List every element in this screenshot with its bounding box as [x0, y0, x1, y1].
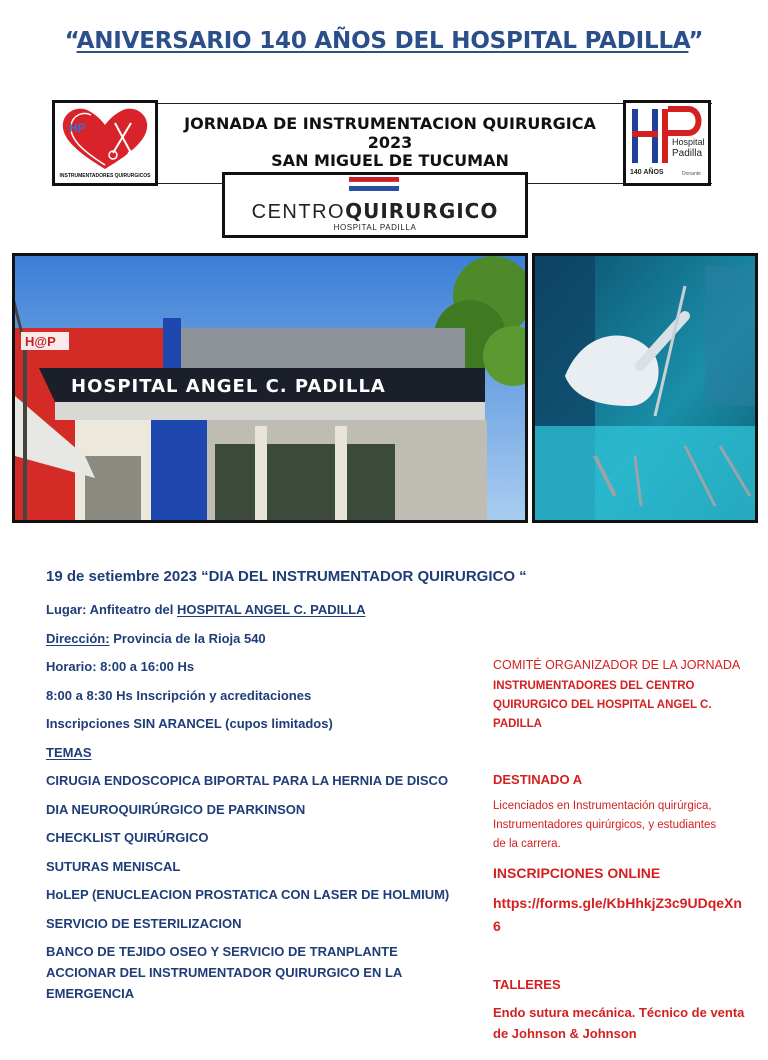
surgery-photo	[532, 253, 758, 523]
inscripcion-line: 8:00 a 8:30 Hs Inscripción y acreditaciones	[46, 688, 312, 703]
direccion-value: Provincia de la Rioja 540	[109, 631, 266, 646]
instrumentadores-logo	[52, 100, 158, 186]
logo-left-caption: INSTRUMENTADORES QUIRURGICOS	[59, 173, 151, 179]
centro-quirurgico-logo	[222, 172, 528, 238]
tema-item: DIA NEUROQUIRÚRGICO DE PARKINSON	[46, 802, 306, 817]
talleres-line-2: de Johnson & Johnson	[493, 1026, 637, 1041]
tema-item: SERVICIO DE ESTERILIZACION	[46, 916, 242, 931]
event-date-heading: 19 de setiembre 2023 “DIA DEL INSTRUMENTADOR QUIRURGICO “	[46, 568, 527, 585]
tema-item: SUTURAS MENISCAL	[46, 859, 181, 874]
temas-heading: TEMAS	[46, 745, 92, 760]
building-illustration	[15, 256, 525, 520]
centro-subtitle: HOSPITAL PADILLA	[333, 223, 417, 232]
destinado-heading: DESTINADO A	[493, 772, 583, 787]
destinado-line-2: Instrumentadores quirúrgicos, y estudiantes	[493, 819, 717, 831]
tema-accionar-line-2: EMERGENCIA	[46, 986, 135, 1001]
destinado-line-3: de la carrera.	[493, 838, 561, 850]
centro-wordmark	[225, 199, 525, 224]
logo-right-hospital: Hospital	[672, 137, 705, 147]
flag-icon	[349, 177, 399, 191]
title-text: ANIVERSARIO 140 AÑOS DEL HOSPITAL PADILLA	[76, 28, 689, 54]
registration-link[interactable]: https://forms.gle/KbHhkjZ3c9UDqeXn	[493, 895, 742, 911]
title-close-quote: ”	[688, 28, 704, 54]
horario-line: Horario: 8:00 a 16:00 Hs	[46, 659, 195, 674]
surgery-illustration	[535, 256, 755, 520]
tema-item: CIRUGIA ENDOSCOPICA BIPORTAL PARA LA HERNIA DE DISCO	[46, 773, 449, 788]
tema-item: HoLEP (ENUCLEACION PROSTATICA CON LASER DE HOLMIUM)	[46, 887, 450, 902]
lugar-place: HOSPITAL ANGEL C. PADILLA	[176, 602, 366, 617]
logo-left-initials: HP	[69, 121, 86, 135]
hospital-padilla-logo	[623, 100, 711, 186]
header-subtitle: SAN MIGUEL DE TUCUMAN	[271, 151, 509, 170]
direccion-label: Dirección:	[46, 631, 110, 646]
title-open-quote: “	[64, 28, 77, 54]
talleres-line-1: Endo sutura mecánica. Técnico de venta	[493, 1005, 745, 1020]
comite-body-line-2: QUIRURGICO DEL HOSPITAL ANGEL C.	[493, 699, 712, 711]
heart-logo-icon	[55, 103, 155, 183]
online-heading: INSCRIPCIONES ONLINE	[493, 865, 661, 881]
logo-right-name: Padilla	[672, 148, 703, 159]
tema-item: CHECKLIST QUIRÚRGICO	[46, 830, 209, 845]
building-sign-text: HOSPITAL ANGEL C. PADILLA	[71, 376, 386, 397]
destinado-line-1: Licenciados en Instrumentación quirúrgica,	[493, 800, 712, 812]
page-title	[0, 28, 768, 54]
inscripciones-line: Inscripciones SIN ARANCEL (cupos limitados)	[46, 716, 333, 731]
tema-accionar-line-1: ACCIONAR DEL INSTRUMENTADOR QUIRURGICO EN LA	[46, 965, 403, 980]
comite-body-line-3: PADILLA	[493, 718, 542, 730]
talleres-heading: TALLERES	[493, 977, 561, 992]
building-logo-text: H@P	[25, 334, 56, 349]
logo-right-tag: Donante	[682, 171, 701, 177]
comite-heading: COMITÉ ORGANIZADOR DE LA JORNADA	[493, 658, 741, 672]
logo-right-anniversary: 140 AÑOS	[630, 169, 664, 176]
direccion-line	[46, 631, 266, 646]
hospital-building-photo	[12, 253, 528, 523]
header-title: JORNADA DE INSTRUMENTACION QUIRURGICA 2023	[184, 114, 596, 152]
comite-body-line-1: INSTRUMENTADORES DEL CENTRO	[493, 680, 695, 692]
lugar-label: Lugar: Anfiteatro del	[46, 602, 177, 617]
registration-link-tail[interactable]: 6	[493, 918, 501, 934]
tema-banco: BANCO DE TEJIDO OSEO Y SERVICIO DE TRANPLANTE	[46, 944, 398, 959]
centro-light: CENTRO	[251, 201, 346, 223]
hp-logo-icon	[626, 103, 708, 169]
centro-bold: QUIRURGICO	[345, 199, 499, 223]
lugar-line	[46, 602, 365, 617]
